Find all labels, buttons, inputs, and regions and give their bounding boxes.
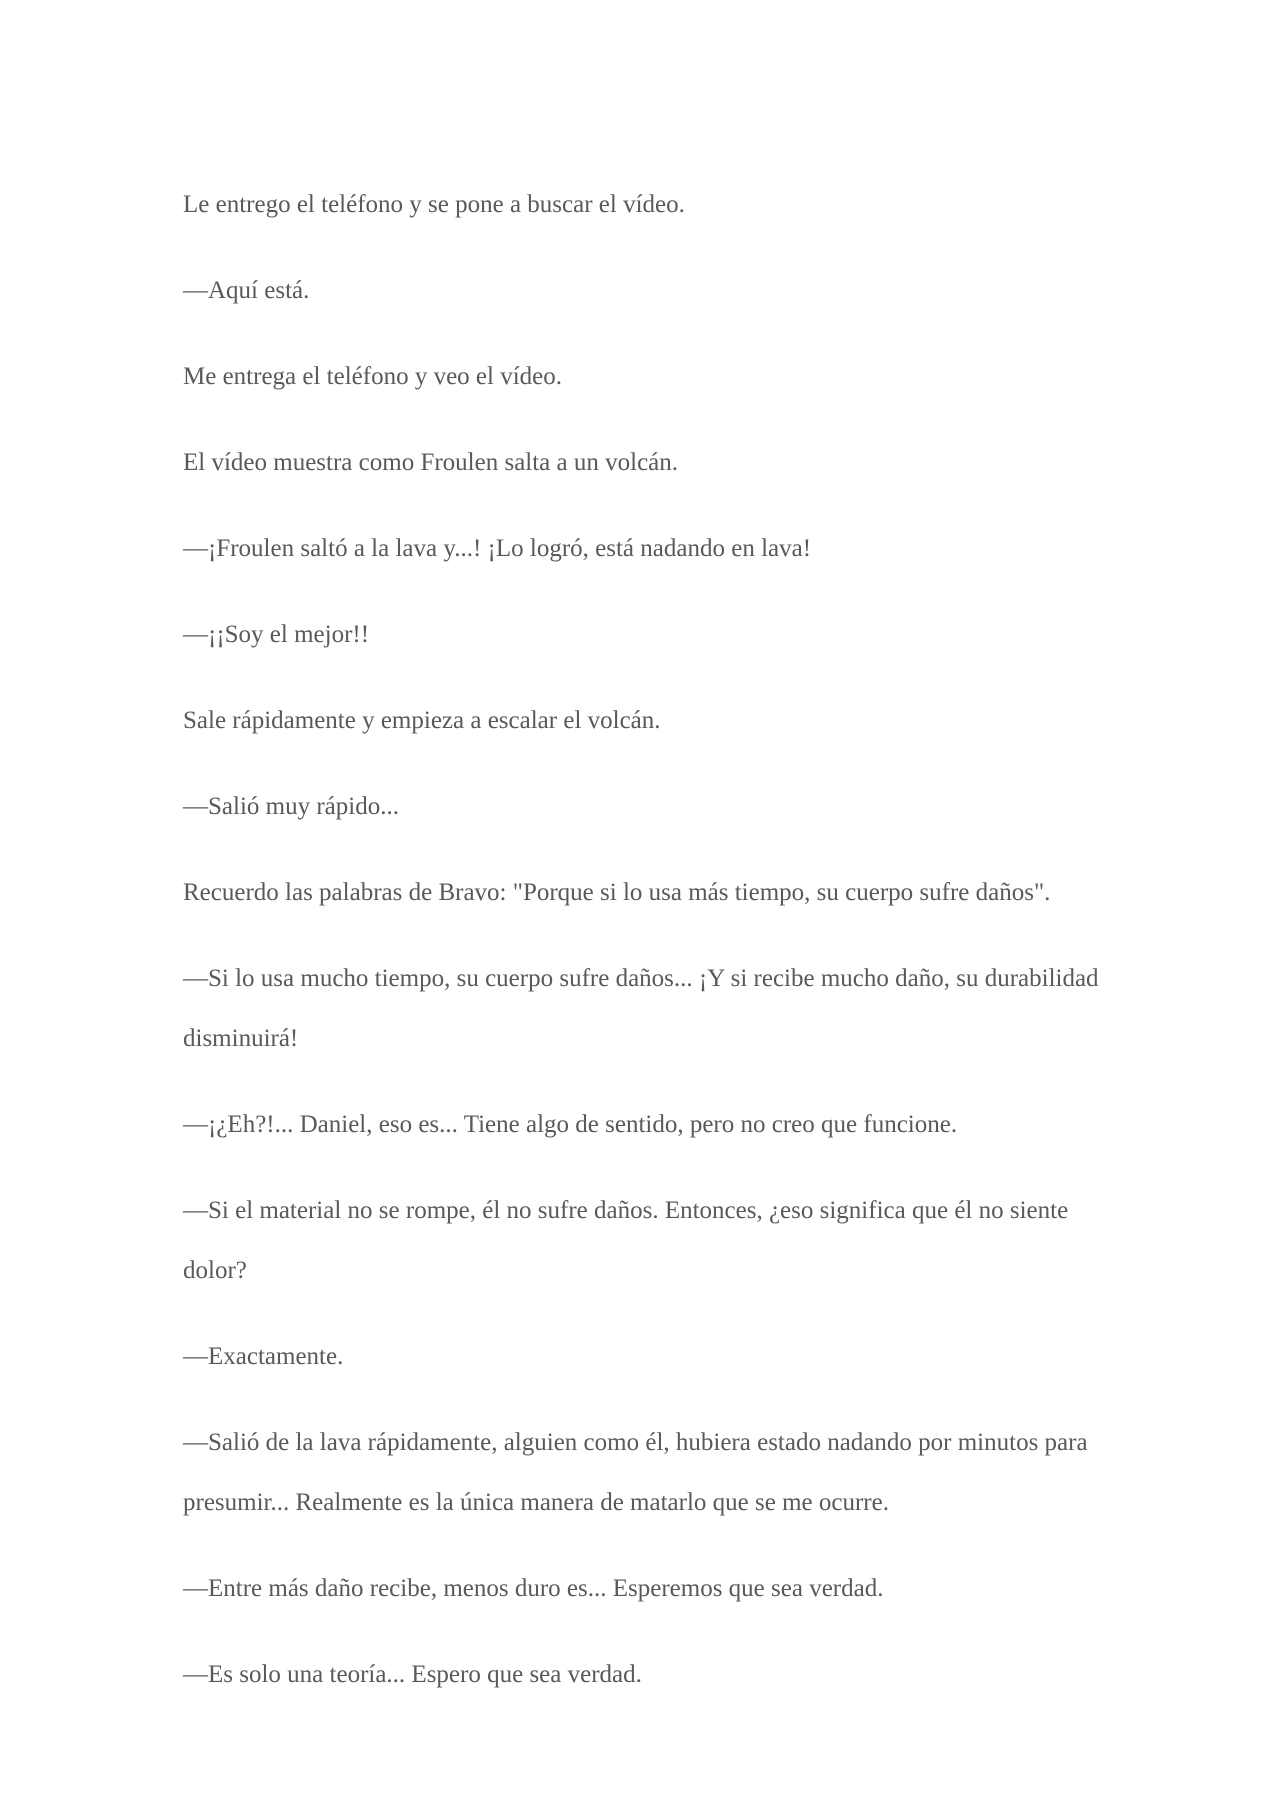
paragraph: —Es solo una teoría... Espero que sea verdad.	[183, 1661, 642, 1688]
paragraph: Me entrega el teléfono y veo el vídeo.	[183, 363, 563, 390]
paragraph: —Si el material no se rompe, él no sufre daños. Entonces, ¿eso significa que él no siente dolor?	[183, 1197, 1069, 1284]
paragraph: —Entre más daño recibe, menos duro es... Esperemos que sea verdad.	[183, 1575, 884, 1602]
paragraph: Recuerdo las palabras de Bravo: "Porque si lo usa más tiempo, su cuerpo sufre daños".	[183, 879, 1051, 906]
paragraph: —¡Froulen saltó a la lava y...! ¡Lo logró, está nadando en lava!	[183, 535, 812, 562]
paragraph: —Exactamente.	[183, 1343, 344, 1370]
paragraph: —Salió de la lava rápidamente, alguien como él, hubiera estado nadando por minutos para presumir... Realmente es la única manera de matarlo que se me ocurre.	[183, 1429, 1088, 1516]
paragraph: Le entrego el teléfono y se pone a buscar el vídeo.	[183, 191, 685, 218]
paragraph: —¡¡Soy el mejor!!	[183, 621, 370, 648]
paragraph: —¡¿Eh?!... Daniel, eso es... Tiene algo de sentido, pero no creo que funcione.	[183, 1111, 958, 1138]
paragraph: —Si lo usa mucho tiempo, su cuerpo sufre daños... ¡Y si recibe mucho daño, su durabilidad disminuirá!	[183, 965, 1099, 1052]
paragraph: —Aquí está.	[183, 277, 310, 304]
paragraph: —Salió muy rápido...	[183, 793, 399, 820]
paragraph: El vídeo muestra como Froulen salta a un volcán.	[183, 449, 679, 476]
document-page	[183, 175, 1123, 1731]
paragraph: Sale rápidamente y empieza a escalar el volcán.	[183, 707, 661, 734]
